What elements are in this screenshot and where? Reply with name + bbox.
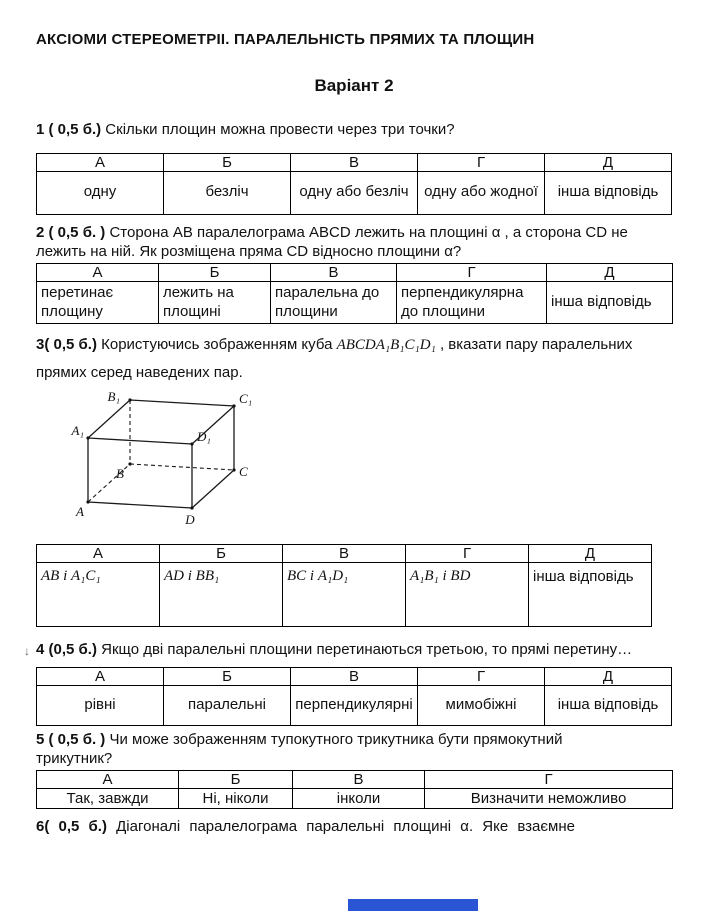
cube-vertex-label-d1: D₁ bbox=[197, 429, 211, 445]
question-5-table bbox=[36, 770, 673, 809]
question-3-text-before: Користуючись зображенням куба bbox=[96, 335, 337, 353]
table-answer-cell: BC і A₁D₁ bbox=[283, 563, 406, 627]
table-header-row bbox=[37, 545, 652, 563]
table-answer-cell: інша відповідь bbox=[545, 171, 672, 214]
table-answer-cell: рівні bbox=[37, 685, 164, 725]
table-answer-cell: мимобіжні bbox=[418, 685, 545, 725]
question-2-text: Сторона AB паралелограма ABCD лежить на площині α , а сторона CD не лежить на ній. Як розміщена пряма CD відносно площини α? bbox=[36, 223, 628, 260]
question-3 bbox=[36, 331, 672, 387]
question-2 bbox=[36, 223, 672, 261]
table-header-cell: В bbox=[283, 545, 406, 563]
table-header-cell: Г bbox=[425, 770, 673, 788]
table-answer-cell: перетинає площину bbox=[37, 281, 159, 323]
cube-figure bbox=[66, 390, 266, 532]
table-answer-row bbox=[37, 563, 652, 627]
question-3-table bbox=[36, 544, 652, 627]
table-header-row bbox=[37, 667, 672, 685]
cube-vertex-label-b1: B₁ bbox=[107, 390, 120, 405]
table-answer-cell: одну або безліч bbox=[291, 171, 418, 214]
table-header-cell: Б bbox=[159, 263, 271, 281]
table-answer-cell: інша відповідь bbox=[547, 281, 673, 323]
question-4-text: Якщо дві паралельні площини перетинаються третьою, то прямі перетину… bbox=[96, 641, 633, 659]
question-2-number: 2 ( 0,5 б. ) bbox=[36, 223, 106, 241]
table-answer-row bbox=[37, 788, 673, 808]
table-answer-cell: безліч bbox=[164, 171, 291, 214]
table-header-cell: В bbox=[293, 770, 425, 788]
question-1 bbox=[36, 120, 672, 139]
question-1-text: Скільки площин можна провести через три точки? bbox=[101, 120, 455, 138]
question-5 bbox=[36, 730, 636, 768]
table-header-cell: Д bbox=[545, 667, 672, 685]
table-header-cell: Д bbox=[529, 545, 652, 563]
paragraph-anchor-icon: ↓ bbox=[24, 644, 30, 659]
document-title: АКСІОМИ СТЕРЕОМЕТРІІ. ПАРАЛЕЛЬНІСТЬ ПРЯМИХ ТА ПЛОЩИН bbox=[36, 31, 535, 48]
cube-vertex-label-b: B bbox=[116, 466, 124, 482]
question-6-text: Діагоналі паралелограма паралельні площині α. Яке взаємне bbox=[106, 817, 575, 835]
cube-vertex-label-c: C bbox=[239, 464, 248, 480]
table-answer-cell: A₁B₁ і BD bbox=[406, 563, 529, 627]
question-4-number: 4 (0,5 б.) bbox=[36, 641, 97, 659]
question-3-number: 3( 0,5 б.) bbox=[36, 335, 97, 353]
table-answer-row bbox=[37, 171, 672, 214]
question-5-text: Чи може зображенням тупокутного трикутника бути прямокутний трикутник? bbox=[36, 730, 563, 767]
table-header-cell: Г bbox=[406, 545, 529, 563]
table-answer-cell: лежить на площині bbox=[159, 281, 271, 323]
table-header-cell: А bbox=[37, 667, 164, 685]
table-header-row bbox=[37, 153, 672, 171]
table-answer-cell: перпендикулярні bbox=[291, 685, 418, 725]
table-header-cell: Д bbox=[545, 153, 672, 171]
table-answer-cell: перпендикулярна до площини bbox=[397, 281, 547, 323]
table-header-cell: Г bbox=[418, 153, 545, 171]
table-header-row bbox=[37, 770, 673, 788]
table-answer-cell: інколи bbox=[293, 788, 425, 808]
table-header-cell: Б bbox=[164, 667, 291, 685]
table-header-cell: В bbox=[291, 153, 418, 171]
table-header-cell: Б bbox=[179, 770, 293, 788]
table-header-cell: А bbox=[37, 263, 159, 281]
table-header-cell: В bbox=[271, 263, 397, 281]
table-answer-row bbox=[37, 685, 672, 725]
table-header-cell: Б bbox=[160, 545, 283, 563]
variant-heading: Варіант 2 bbox=[314, 75, 394, 95]
question-4-table bbox=[36, 667, 672, 726]
cube-name: ABCDA₁B₁C₁D₁ bbox=[336, 336, 436, 353]
table-answer-cell: паралельні bbox=[164, 685, 291, 725]
question-3-text-after: , вказати пару паралельних прямих серед наведених пар. bbox=[36, 335, 633, 381]
cube-vertex-label-a: A bbox=[76, 504, 84, 520]
question-6-number: 6( 0,5 б.) bbox=[36, 817, 107, 835]
table-answer-cell: паралельна до площини bbox=[271, 281, 397, 323]
table-answer-row bbox=[37, 281, 673, 323]
table-answer-cell: Визначити неможливо bbox=[425, 788, 673, 808]
table-answer-cell: інша відповідь bbox=[529, 563, 652, 627]
table-header-cell: В bbox=[291, 667, 418, 685]
question-2-table bbox=[36, 263, 673, 324]
table-header-cell: А bbox=[37, 770, 179, 788]
table-header-cell: Б bbox=[164, 153, 291, 171]
bottom-blue-bar[interactable] bbox=[348, 899, 478, 911]
table-answer-cell: AD і BB₁ bbox=[160, 563, 283, 627]
table-answer-cell: AB і A₁C₁ bbox=[37, 563, 160, 627]
cube-vertex-label-d: D bbox=[185, 512, 195, 528]
question-6 bbox=[36, 817, 672, 836]
question-4 bbox=[24, 636, 636, 665]
table-answer-cell: інша відповідь bbox=[545, 685, 672, 725]
question-1-table bbox=[36, 153, 672, 215]
question-1-number: 1 ( 0,5 б.) bbox=[36, 120, 102, 138]
cube-vertex-label-c1: C₁ bbox=[239, 391, 253, 407]
question-5-number: 5 ( 0,5 б. ) bbox=[36, 730, 106, 748]
table-answer-cell: Так, завжди bbox=[37, 788, 179, 808]
table-header-cell: Д bbox=[547, 263, 673, 281]
table-header-row bbox=[37, 263, 673, 281]
table-header-cell: Г bbox=[397, 263, 547, 281]
table-header-cell: Г bbox=[418, 667, 545, 685]
table-answer-cell: Ні, ніколи bbox=[179, 788, 293, 808]
table-answer-cell: одну або жодної bbox=[418, 171, 545, 214]
table-answer-cell: одну bbox=[37, 171, 164, 214]
table-header-cell: А bbox=[37, 153, 164, 171]
table-header-cell: А bbox=[37, 545, 160, 563]
cube-vertex-label-a1: A₁ bbox=[71, 423, 84, 439]
